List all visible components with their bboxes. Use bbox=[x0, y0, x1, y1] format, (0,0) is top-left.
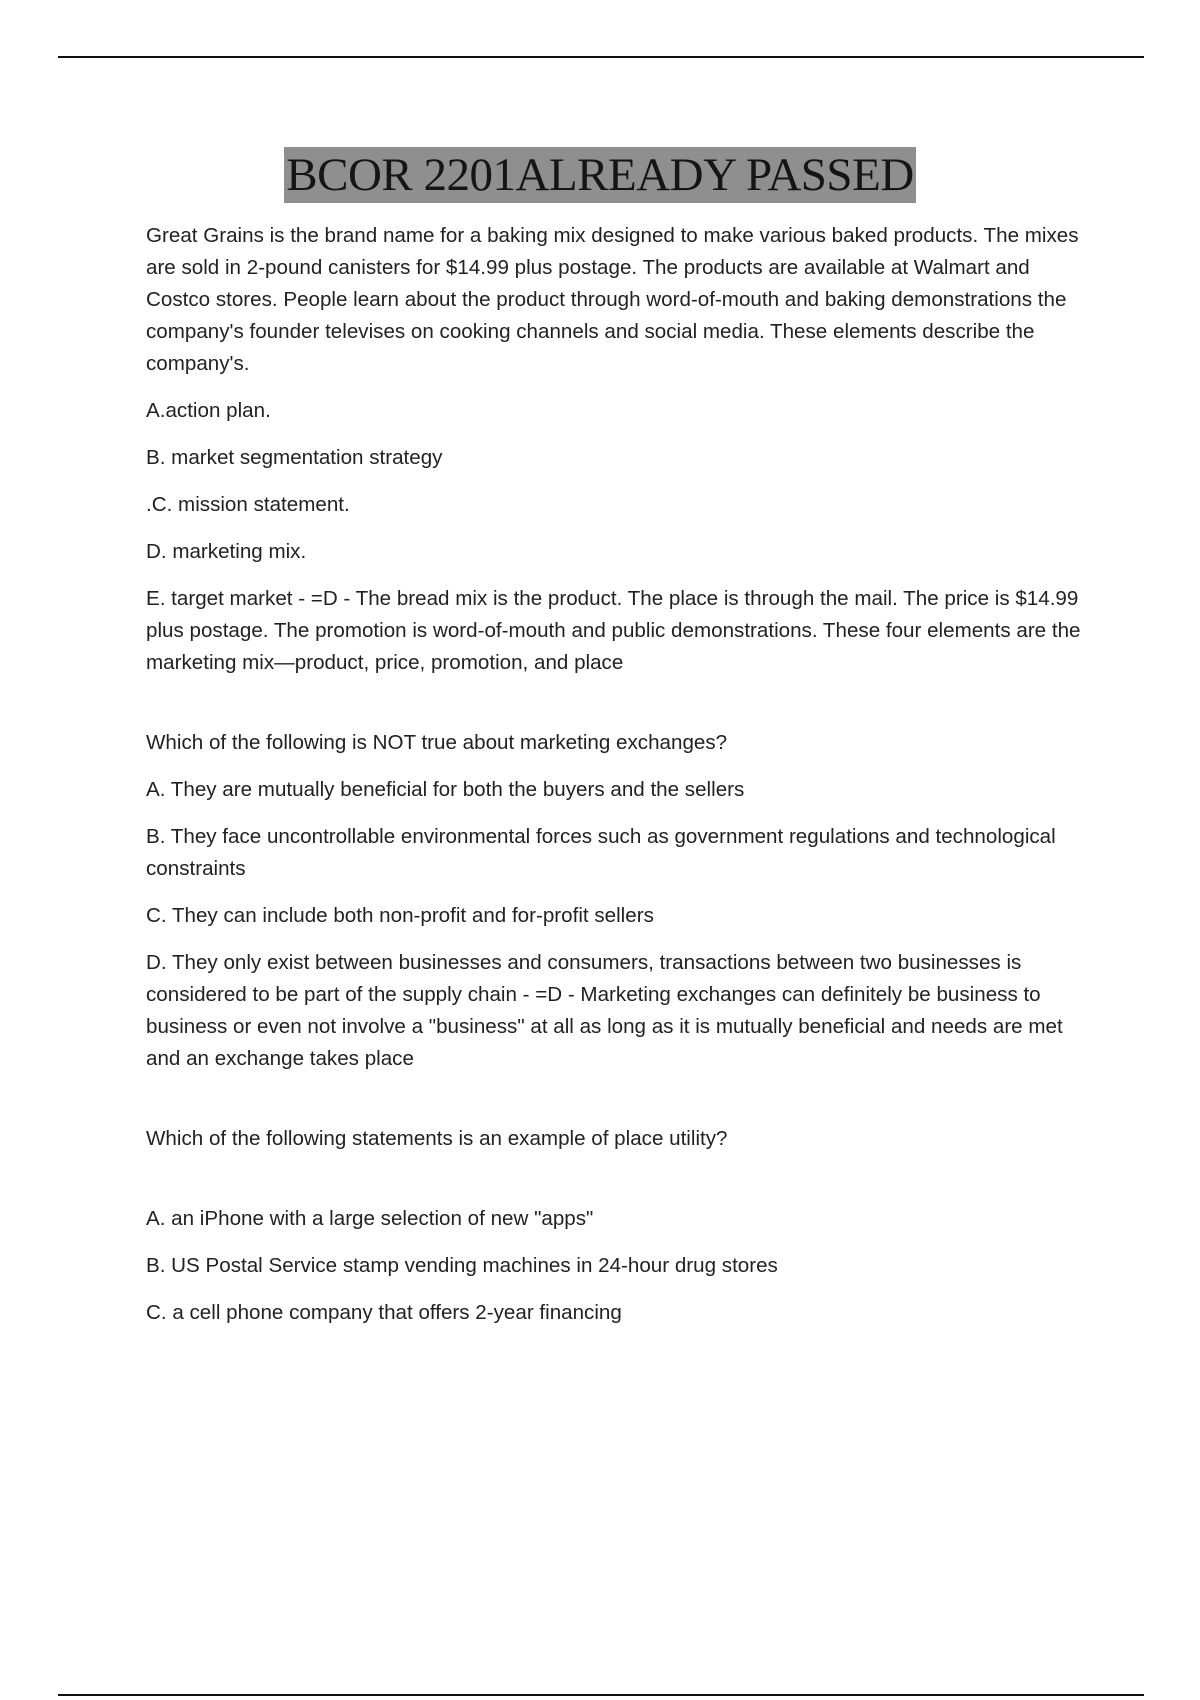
q1-question: Great Grains is the brand name for a baking mix designed to make various baked products. The mixes are sold in 2-pound canisters for $14.99 plus postage. The products are available at Walmart and Costco stores. People learn about the product through word-of-mouth and baking demonstrations the company's founder televises on cooking channels and social media. These elements describe the company's. bbox=[146, 224, 1079, 375]
q2-question: Which of the following is NOT true about marketing exchanges? bbox=[146, 731, 728, 754]
q3-option-a: A. an iPhone with a large selection of new "apps" bbox=[146, 1207, 594, 1230]
q2-option-b: B. They face uncontrollable environmental forces such as government regulations and technological constraints bbox=[146, 825, 1056, 880]
q3-option-c: C. a cell phone company that offers 2-year financing bbox=[146, 1301, 622, 1324]
q1-option-e: E. target market - =D - The bread mix is the product. The place is through the mail. The price is $14.99 plus postage. The promotion is word-of-mouth and public demonstrations. These four elements are the marketing mix—product, price, promotion, and place bbox=[146, 587, 1081, 674]
q2-option-c: C. They can include both non-profit and for-profit sellers bbox=[146, 904, 654, 927]
q3-question: Which of the following statements is an example of place utility? bbox=[146, 1127, 728, 1150]
q1-option-b: B. market segmentation strategy bbox=[146, 446, 443, 469]
q2-option-d: D. They only exist between businesses and consumers, transactions between two businesses is considered to be part of the supply chain - =D - Marketing exchanges can definitely be business to business or even not involve a "business" at all as long as it is mutually beneficial and needs are met and an exchange takes place bbox=[146, 951, 1063, 1070]
q2-option-a: A. They are mutually beneficial for both the buyers and the sellers bbox=[146, 778, 745, 801]
top-rule bbox=[58, 56, 1144, 58]
title-wrap bbox=[0, 147, 1200, 203]
q3-option-b: B. US Postal Service stamp vending machines in 24-hour drug stores bbox=[146, 1254, 778, 1277]
q1-option-c: .C. mission statement. bbox=[146, 493, 350, 516]
document-body bbox=[146, 220, 1096, 1329]
q1-option-d: D. marketing mix. bbox=[146, 540, 307, 563]
q1-option-a: A.action plan. bbox=[146, 399, 271, 422]
document-title: BCOR 2201ALREADY PASSED bbox=[286, 149, 914, 201]
bottom-rule bbox=[58, 1694, 1144, 1696]
